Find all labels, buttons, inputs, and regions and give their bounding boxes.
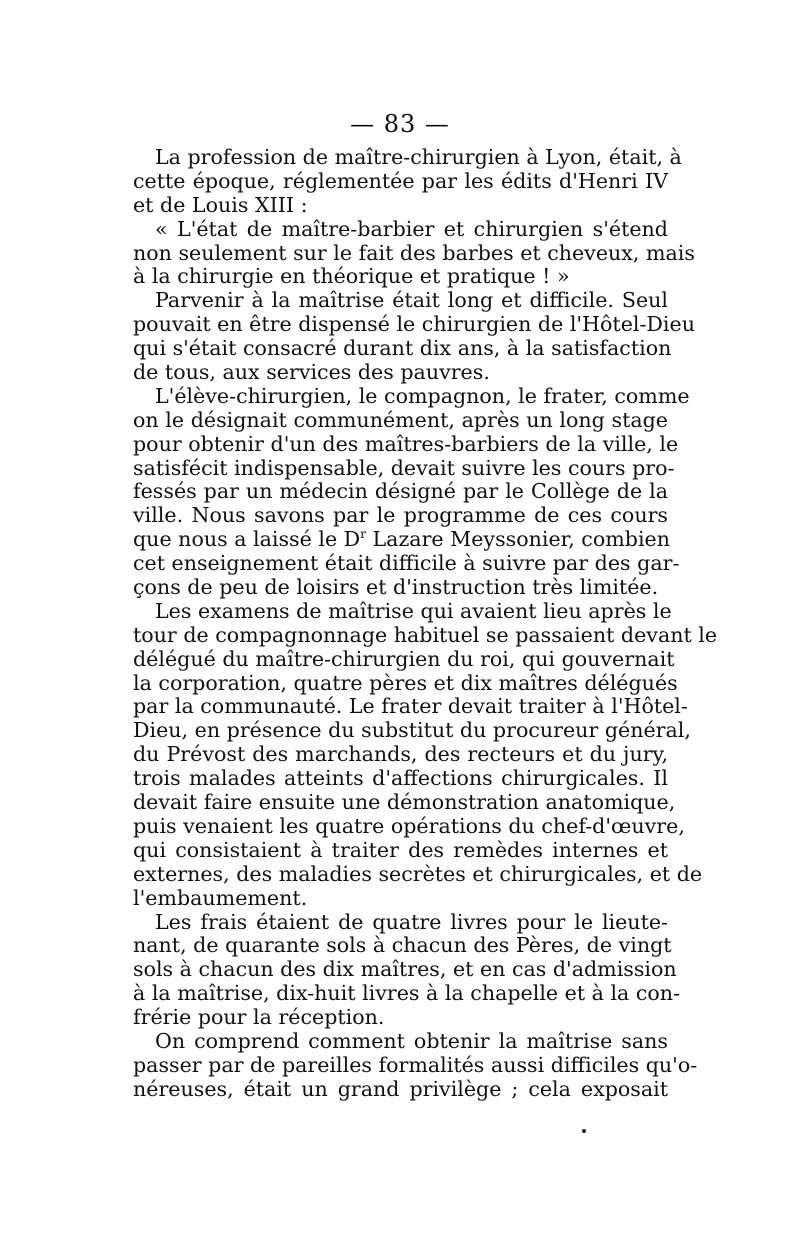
text-line: On comprend comment obtenir la maîtrise sans: [155, 1028, 668, 1053]
text-line: délégué du maître-chirurgien du roi, qui gouvernait: [133, 646, 675, 671]
text-line: tour de compagnonnage habituel se passaient devant le: [133, 622, 718, 647]
text-line: pouvait en être dispensé le chirurgien de l'Hôtel-Dieu: [133, 312, 695, 337]
text-line: pour obtenir d'un des maîtres-barbiers de la ville, le: [133, 431, 679, 456]
text-line: L'élève-chirurgien, le compagnon, le frater, comme: [155, 383, 690, 408]
text-line: Dieu, en présence du substitut du procureur général,: [133, 718, 691, 743]
text-line: cet enseignement était difficile à suivre par des gar-: [133, 551, 680, 576]
text-line: cette époque, réglementée par les édits d'Henri IV: [133, 168, 668, 193]
text-line: on le désignait communément, après un long stage: [133, 407, 668, 432]
text-line: l'embaumement.: [133, 885, 308, 910]
text-line: du Prévost des marchands, des recteurs et du jury,: [133, 742, 668, 767]
text-line: « L'état de maître-barbier et chirurgien s'étend: [155, 216, 668, 241]
text-line: à la maîtrise, dix-huit livres à la chapelle et à la con-: [133, 981, 681, 1006]
text-line: çons de peu de loisirs et d'instruction très limitée.: [133, 575, 659, 600]
text-line: sols à chacun des dix maîtres, et en cas d'admission: [133, 957, 677, 982]
text-line-with-superscript: [133, 528, 668, 552]
text-line: néreuses, était un grand privilège ; cela exposait: [133, 1076, 668, 1101]
text-line: fessés par un médecin désigné par le Collège de la: [133, 479, 668, 504]
ink-speck: [582, 1129, 586, 1133]
text-fragment: Lazare Meyssonier, combien: [365, 527, 670, 552]
superscript: r: [360, 527, 366, 542]
text-line: la corporation, quatre pères et dix maîtres délégués: [133, 670, 678, 695]
text-line: par la communauté. Le frater devait traiter à l'Hôtel-: [133, 694, 688, 719]
text-line: passer par de pareilles formalités aussi difficiles qu'o-: [133, 1052, 698, 1077]
text-line: qui consistaient à traiter des remèdes internes et: [133, 837, 668, 862]
page-number: — 83 —: [350, 110, 450, 138]
text-line: et de Louis XIII :: [133, 192, 308, 217]
text-line: externes, des maladies secrètes et chirurgicales, et de: [133, 861, 703, 886]
text-line: La profession de maître-chirurgien à Lyon, était, à: [155, 145, 682, 169]
body-text: [133, 145, 718, 1102]
text-line: puis venaient les quatre opérations du chef-d'œuvre,: [133, 813, 685, 838]
text-line: Les examens de maîtrise qui avaient lieu après le: [155, 598, 672, 623]
text-line: devait faire ensuite une démonstration anatomique,: [133, 790, 676, 815]
text-line: de tous, aux services des pauvres.: [133, 360, 490, 385]
text-line: trois malades atteints d'affections chirurgicales. Il: [133, 766, 668, 791]
text-line: Parvenir à la maîtrise était long et difficile. Seul: [155, 288, 668, 313]
text-fragment: que nous a laissé le D: [133, 527, 361, 552]
text-line: nant, de quarante sols à chacun des Pères, de vingt: [133, 933, 672, 958]
text-line: satisfécit indispensable, devait suivre les cours pro-: [133, 455, 675, 480]
text-line: qui s'était consacré durant dix ans, à la satisfaction: [133, 336, 672, 361]
text-line: ville. Nous savons par le programme de ces cours: [133, 503, 668, 528]
text-line: Les frais étaient de quatre livres pour le lieute-: [155, 909, 668, 934]
text-line: frérie pour la réception.: [133, 1005, 385, 1030]
text-line: à la chirurgie en théorique et pratique ! »: [133, 264, 570, 289]
text-line: non seulement sur le fait des barbes et cheveux, mais: [133, 240, 695, 265]
